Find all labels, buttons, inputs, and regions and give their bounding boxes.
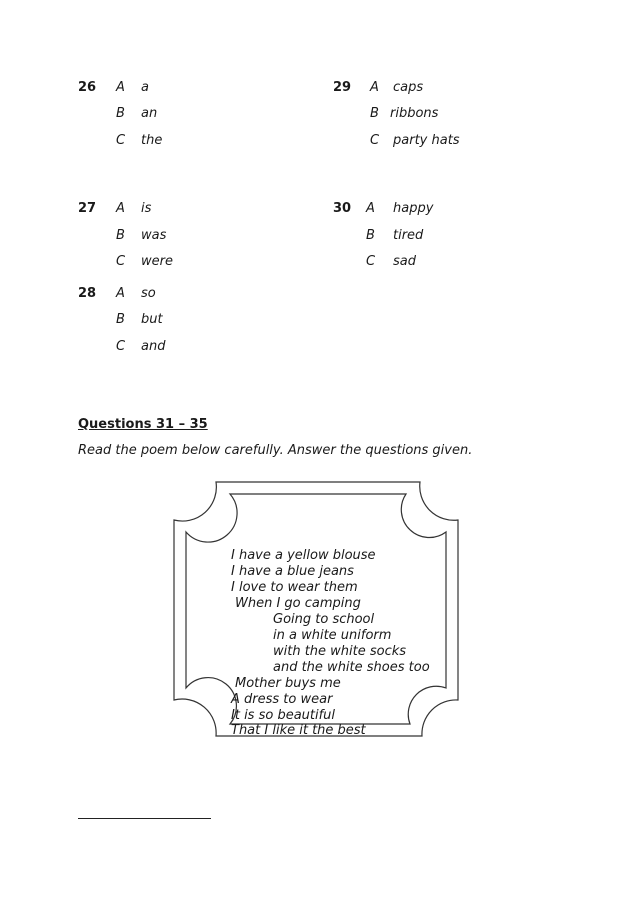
section-instruction: Read the poem below carefully. Answer the questions given. (78, 443, 473, 458)
poem-line: Going to school (273, 612, 375, 627)
option-letter: B (116, 312, 125, 327)
option-text: ribbons (390, 106, 439, 121)
option-letter: A (366, 201, 375, 216)
option-letter: C (366, 254, 376, 269)
poem-line: and the white shoes too (273, 660, 430, 675)
poem-line: When I go camping (235, 596, 361, 611)
option-letter: B (370, 106, 379, 121)
option-text: the (141, 133, 163, 148)
poem-line: I have a yellow blouse (231, 548, 376, 563)
option-letter: A (116, 80, 125, 95)
poem-line: It is so beautiful (231, 708, 336, 723)
option-letter: A (370, 80, 379, 95)
option-letter: C (116, 133, 126, 148)
poem-line: with the white socks (273, 644, 407, 659)
section-heading: Questions 31 – 35 (78, 417, 208, 432)
option-text: but (141, 312, 163, 327)
option-text: is (141, 201, 152, 216)
option-text: caps (393, 80, 424, 95)
question-number: 28 (78, 286, 97, 301)
question-number: 27 (78, 201, 97, 216)
option-letter: B (366, 228, 375, 243)
poem-line: I have a blue jeans (231, 564, 354, 579)
poem-line: A dress to wear (231, 692, 333, 707)
option-text: an (141, 106, 158, 121)
option-letter: C (370, 133, 380, 148)
option-text: tired (393, 228, 424, 243)
option-text: sad (393, 254, 416, 269)
option-letter: A (116, 286, 125, 301)
poem-line: in a white uniform (273, 628, 392, 643)
option-letter: B (116, 106, 125, 121)
option-text: party hats (393, 133, 460, 148)
poem-line: I love to wear them (231, 580, 358, 595)
option-text: and (141, 339, 166, 354)
option-letter: C (116, 254, 126, 269)
option-text: happy (393, 201, 434, 216)
option-text: so (141, 286, 156, 301)
question-number: 26 (78, 80, 97, 95)
option-text: was (141, 228, 167, 243)
poem-line: Mother buys me (235, 676, 341, 691)
option-letter: A (116, 201, 125, 216)
option-letter: B (116, 228, 125, 243)
question-number: 30 (333, 201, 352, 216)
question-number: 29 (333, 80, 352, 95)
poem-line: That I like it the best (231, 723, 366, 738)
option-letter: C (116, 339, 126, 354)
option-text: a (141, 80, 149, 95)
footnote-divider (78, 818, 211, 819)
option-text: were (141, 254, 173, 269)
